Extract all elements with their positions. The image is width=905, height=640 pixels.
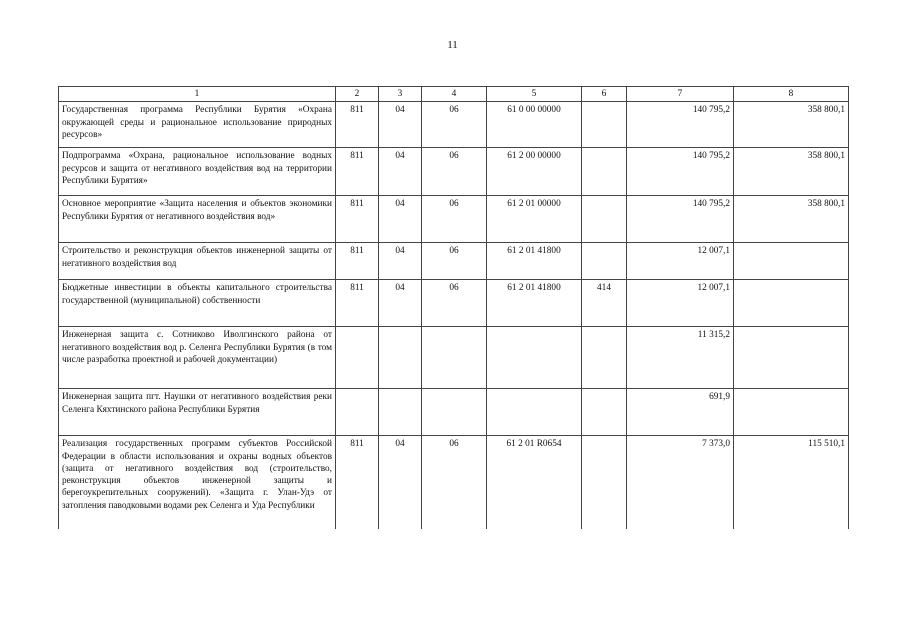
section-code-cell: 04 [379, 436, 422, 530]
expense-type-cell [582, 389, 627, 436]
target-code-cell [487, 327, 582, 389]
table-header-row [59, 87, 849, 102]
row-name-cell: Реализация государственных программ субъектов Российской Федерации в области использования и охраны водных объектов (защита от негативного воздействия вод (строительство, реконструкция объектов инженерной защиты и берегоукрепительных сооружений). «Защита г. Улан-Удэ от затопления паводковыми водами рек Селенга и Уда Республики [59, 436, 336, 530]
amount-cell-col7: 140 795,2 [627, 148, 734, 196]
section-code-cell: 04 [379, 102, 422, 148]
subsection-code-cell: 06 [422, 148, 487, 196]
ministry-code-cell [336, 389, 379, 436]
target-code-cell: 61 2 01 R0654 [487, 436, 582, 530]
target-code-cell: 61 2 01 00000 [487, 196, 582, 243]
subsection-code-cell: 06 [422, 436, 487, 530]
expense-type-cell [582, 102, 627, 148]
ministry-code-cell: 811 [336, 280, 379, 327]
amount-cell-col8: 358 800,1 [734, 196, 849, 243]
amount-cell-col8: 358 800,1 [734, 102, 849, 148]
subsection-code-cell: 06 [422, 196, 487, 243]
section-code-cell [379, 389, 422, 436]
target-code-cell: 61 2 00 00000 [487, 148, 582, 196]
row-name-cell: Подпрограмма «Охрана, рациональное использование водных ресурсов и защита от негативного воздействия вод на территории Республики Бурятия» [59, 148, 336, 196]
expense-type-cell [582, 436, 627, 530]
expense-type-cell: 414 [582, 280, 627, 327]
table-row [59, 196, 849, 243]
amount-cell-col8: 358 800,1 [734, 148, 849, 196]
ministry-code-cell: 811 [336, 196, 379, 243]
table-row [59, 389, 849, 436]
expense-type-cell [582, 148, 627, 196]
subsection-code-cell: 06 [422, 102, 487, 148]
ministry-code-cell [336, 327, 379, 389]
section-code-cell: 04 [379, 196, 422, 243]
amount-cell-col7: 12 007,1 [627, 280, 734, 327]
row-name-cell: Строительство и реконструкция объектов инженерной защиты от негативного воздействия вод [59, 243, 336, 280]
header-cell: 5 [487, 87, 582, 102]
header-cell: 3 [379, 87, 422, 102]
expense-type-cell [582, 196, 627, 243]
header-cell: 2 [336, 87, 379, 102]
table-row [59, 102, 849, 148]
subsection-code-cell: 06 [422, 280, 487, 327]
amount-cell-col7: 12 007,1 [627, 243, 734, 280]
row-name-cell: Бюджетные инвестиции в объекты капитального строительства государственной (муниципальной) собственности [59, 280, 336, 327]
section-code-cell: 04 [379, 148, 422, 196]
subsection-code-cell: 06 [422, 243, 487, 280]
amount-cell-col8 [734, 243, 849, 280]
header-cell: 7 [627, 87, 734, 102]
section-code-cell: 04 [379, 243, 422, 280]
header-cell: 8 [734, 87, 849, 102]
amount-cell-col7: 691,9 [627, 389, 734, 436]
target-code-cell: 61 2 01 41800 [487, 280, 582, 327]
ministry-code-cell: 811 [336, 148, 379, 196]
amount-cell-col8 [734, 327, 849, 389]
ministry-code-cell: 811 [336, 436, 379, 530]
expense-type-cell [582, 327, 627, 389]
section-code-cell [379, 327, 422, 389]
expense-type-cell [582, 243, 627, 280]
target-code-cell: 61 0 00 00000 [487, 102, 582, 148]
amount-cell-col7: 11 315,2 [627, 327, 734, 389]
target-code-cell [487, 389, 582, 436]
table-row [59, 327, 849, 389]
row-name-cell: Инженерная защита с. Сотниково Иволгинского района от негативного воздействия вод р. Селенга Республики Бурятия (в том числе разработка проектной и рабочей документации) [59, 327, 336, 389]
page-number: 11 [447, 39, 458, 51]
header-cell: 1 [59, 87, 336, 102]
amount-cell-col8: 115 510,1 [734, 436, 849, 530]
header-cell: 4 [422, 87, 487, 102]
section-code-cell: 04 [379, 280, 422, 327]
ministry-code-cell: 811 [336, 243, 379, 280]
amount-cell-col7: 7 373,0 [627, 436, 734, 530]
header-cell: 6 [582, 87, 627, 102]
ministry-code-cell: 811 [336, 102, 379, 148]
row-name-cell: Государственная программа Республики Бурятия «Охрана окружающей среды и рациональное использование природных ресурсов» [59, 102, 336, 148]
budget-table [58, 86, 849, 529]
table-row [59, 148, 849, 196]
amount-cell-col7: 140 795,2 [627, 196, 734, 243]
amount-cell-col8 [734, 280, 849, 327]
subsection-code-cell [422, 327, 487, 389]
amount-cell-col7: 140 795,2 [627, 102, 734, 148]
table-row [59, 436, 849, 530]
row-name-cell: Основное мероприятие «Защита населения и объектов экономики Республики Бурятия от негативного воздействия вод» [59, 196, 336, 243]
amount-cell-col8 [734, 389, 849, 436]
subsection-code-cell [422, 389, 487, 436]
table-row [59, 243, 849, 280]
row-name-cell: Инженерная защита пгт. Наушки от негативного воздействия реки Селенга Кяхтинского района Республики Бурятия [59, 389, 336, 436]
table-row [59, 280, 849, 327]
target-code-cell: 61 2 01 41800 [487, 243, 582, 280]
